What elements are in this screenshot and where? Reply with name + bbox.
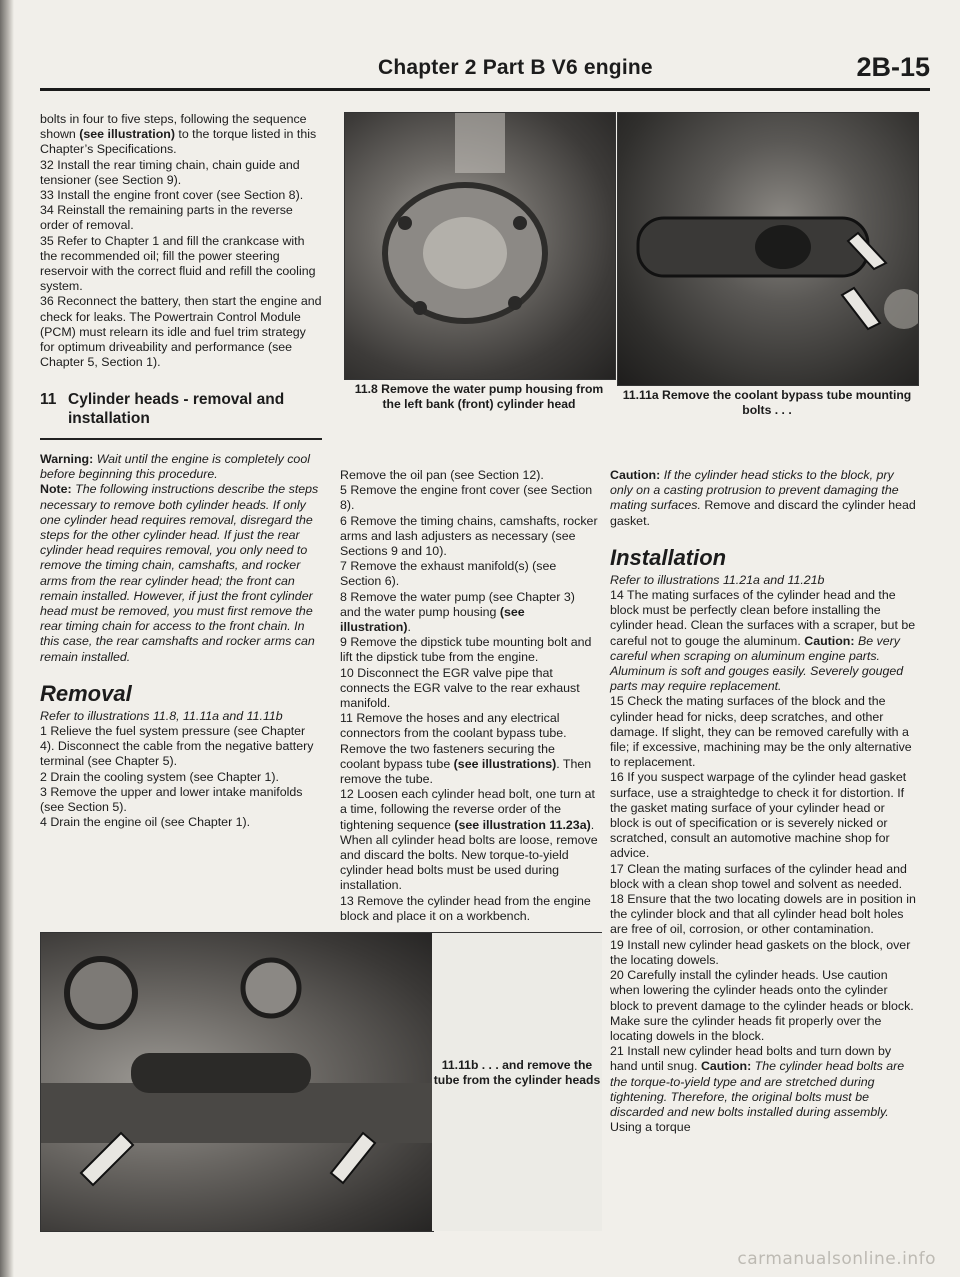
- step-text: Install the engine front cover (see Section 8).: [57, 188, 304, 203]
- step-paragraph: [40, 815, 322, 830]
- figure-caption-11-8: 11.8 Remove the water pump housing from the left bank (front) cylinder head: [354, 382, 604, 411]
- photo-b-art: [618, 113, 918, 385]
- note-label: Note:: [40, 482, 72, 497]
- removal-steps-continued: [340, 483, 598, 924]
- step-number: 4: [40, 815, 47, 830]
- intro-steps: [40, 112, 322, 370]
- page-binding-shadow: [0, 0, 14, 1277]
- step-14-text: The mating surfaces of the cylinder head and the block must be perfectly clean before installing the cylinder head. Clean the surfaces with a scraper, but be careful not to gouge the aluminum.: [610, 588, 916, 648]
- illustration-reference: (see illustration): [340, 604, 525, 635]
- step-paragraph: [610, 968, 916, 1044]
- step-14: [610, 588, 916, 694]
- step-21: [610, 1044, 916, 1135]
- step-number: 17: [610, 861, 624, 876]
- step-paragraph: [610, 770, 916, 861]
- step-21-text: Install new cylinder head bolts and turn down by hand until snug.: [610, 1044, 892, 1074]
- step-paragraph: [340, 590, 598, 636]
- step-paragraph: [40, 724, 322, 770]
- step-number: 20: [610, 968, 624, 983]
- step-number: 7: [340, 559, 347, 574]
- step-text: Remove the dipstick tube mounting bolt and lift the dipstick tube from the engine.: [340, 635, 592, 665]
- step-21-rest: Using a torque: [610, 1120, 691, 1135]
- figure-caption-11-11a: 11.11a Remove the coolant bypass tube mounting bolts . . .: [622, 388, 912, 417]
- removal-reference: Refer to illustrations 11.8, 11.11a and 11.11b: [40, 708, 283, 723]
- caution-rest: Remove and discard the cylinder head gasket.: [610, 498, 916, 528]
- step-text: Loosen each cylinder head bolt, one turn at a time, following the reverse order of the tightening sequence: [340, 787, 595, 832]
- step-text: Reconnect the battery, then start the engine and check for leaks. The Powertrain Control Module (PCM) must relearn its idle and fuel trim strategy for optimum driveability and performance (see Chapter 5, Section 1).: [40, 294, 322, 370]
- step-number: 18: [610, 892, 624, 907]
- step-number: 8: [340, 589, 347, 604]
- step-14-caution-label: Caution:: [804, 633, 855, 648]
- step-paragraph: [340, 514, 598, 560]
- step-paragraph: [610, 938, 916, 968]
- step-paragraph: [40, 203, 322, 233]
- step-21-caution-text: The cylinder head bolts are the torque-to-yield type and are stretched during tightening. Therefore, the original bolts must be discarded and new bolts installed during assembly.: [610, 1059, 905, 1119]
- step-number: 5: [340, 483, 347, 498]
- step-text-rest: . When all cylinder head bolts are loose, remove and discard the bolts. New torque-to-yield cylinder head bolts must be used during installation.: [340, 817, 598, 893]
- header-rule: [40, 88, 930, 91]
- page-header: [40, 52, 930, 92]
- step-text: Install new cylinder head gaskets on the block, over the locating dowels.: [610, 937, 911, 967]
- installation-steps: [610, 694, 916, 1044]
- step-paragraph: [340, 666, 598, 712]
- illustration-reference: (see illustrations): [453, 756, 557, 771]
- step-text: Remove the water pump (see Chapter 3) and the water pump housing: [340, 589, 575, 619]
- cylinder-head-tube-photo: [40, 932, 434, 1232]
- warning-paragraph: [40, 452, 322, 482]
- step-text: Check the mating surfaces of the block and the cylinder head for nicks, deep scratches, and other damage. If slight, they can be removed carefully with a file; if excessive, machining may be the only alternative to replacement.: [610, 694, 912, 770]
- step-number: 9: [340, 635, 347, 650]
- step-paragraph: [340, 635, 598, 665]
- section-rule: [40, 438, 322, 440]
- step-text: Remove the cylinder head from the engine block and place it on a workbench.: [340, 893, 591, 923]
- note-text: The following instructions describe the steps necessary to remove both cylinder heads. If only one cylinder head requires removal, disregard the steps for the other cylinder head. If just the rear cylinder head requires removal, you only need to remove the timing chain, camshafts, and rocker arms from the rear cylinder head; the front can remain installed. However, if just the front cylinder head must be removed, you must first remove the rear timing chain for access to the front chain. In this case, the rear camshafts and rocker arms can remain installed.: [40, 482, 319, 664]
- watermark: carmanualsonline.info: [737, 1249, 936, 1269]
- step-number: 13: [340, 893, 354, 908]
- step-paragraph: [40, 785, 322, 815]
- photo-c-art: [41, 933, 433, 1231]
- step-number: 3: [40, 784, 47, 799]
- illustration-reference: (see illustration 11.23a): [454, 817, 591, 832]
- step-text-rest: to the torque listed in this Chapter’s Specifications.: [40, 127, 317, 157]
- step-text: Remove the engine front cover (see Section 8).: [340, 483, 593, 513]
- step-text: Refer to Chapter 1 and fill the crankcase with the recommended oil; fill the power steering reservoir with the correct fluid and refill the cooling system.: [40, 233, 316, 294]
- step-paragraph: [340, 483, 598, 513]
- step-21-caution-label: Caution:: [700, 1059, 752, 1074]
- step-number: 35: [40, 233, 54, 248]
- page-number: 2B-15: [856, 52, 930, 82]
- step-number: 34: [40, 203, 54, 218]
- step-number: 2: [40, 769, 47, 784]
- chapter-title: Chapter 2 Part B V6 engine: [378, 56, 653, 79]
- step-number: 11: [340, 711, 353, 726]
- section-title: Cylinder heads - removal and installation: [68, 391, 285, 428]
- step-number: 16: [610, 770, 624, 785]
- warning-text: Wait until the engine is completely cool before beginning this procedure.: [40, 451, 310, 482]
- step-paragraph: [340, 894, 598, 924]
- caution-paragraph: [610, 468, 916, 529]
- step-number: 14: [610, 588, 624, 603]
- step-text: Carefully install the cylinder heads. Use caution when lowering the cylinder heads onto the cylinder block to prevent damage to the cylinder heads or block. Make sure the cylinder heads fit properly over the locating dowels in the block.: [610, 968, 914, 1043]
- step-text: Clean the mating surfaces of the cylinder head and block with a clean shop towel and solvent as needed.: [610, 861, 907, 891]
- step-number: 10: [340, 665, 354, 680]
- step-14-caution-text: Be very careful when scraping on aluminum engine parts. Aluminum is soft and gouges easily. Severely gouged parts may require replacement.: [610, 633, 904, 694]
- step-paragraph: [40, 112, 322, 158]
- note-paragraph: [40, 482, 322, 664]
- illustration-reference: (see illustration): [79, 127, 175, 142]
- step-text: Install the rear timing chain, chain guide and tensioner (see Section 9).: [40, 157, 300, 187]
- warning-label: Warning:: [40, 451, 94, 466]
- caution-label: Caution:: [610, 468, 661, 482]
- step-paragraph: [40, 294, 322, 370]
- step-number: 15: [610, 694, 624, 709]
- water-pump-housing-photo: [344, 112, 616, 380]
- removal-heading: Removal: [40, 680, 132, 706]
- step-paragraph: [40, 158, 322, 188]
- step-text: Relieve the fuel system pressure (see Chapter 4). Disconnect the cable from the negative battery terminal (see Chapter 5).: [40, 724, 314, 769]
- step-text-rest: . Then remove the tube.: [340, 756, 592, 787]
- installation-reference: Refer to illustrations 11.21a and 11.21b: [610, 572, 825, 587]
- step-text: Disconnect the EGR valve pipe that connects the EGR valve to the rear exhaust manifold.: [340, 665, 580, 711]
- step-text: Ensure that the two locating dowels are in position in the cylinder block and that all cylinder head bolt holes are free of oil, corrosion, or other contamination.: [610, 892, 916, 937]
- step-paragraph: [40, 188, 322, 203]
- step-text: bolts in four to five steps, following the sequence shown: [40, 112, 307, 142]
- step-text: Remove the exhaust manifold(s) (see Section 6).: [340, 559, 557, 589]
- step-number: 33: [40, 188, 54, 203]
- figure-caption-11-11b: 11.11b . . . and remove the tube from the cylinder heads: [433, 1058, 601, 1087]
- step-number: 1: [40, 724, 47, 738]
- step-paragraph: [340, 559, 598, 589]
- step-paragraph: [610, 694, 916, 770]
- step-paragraph: [340, 787, 598, 893]
- removal-steps: [40, 724, 322, 830]
- step-text-rest: .: [407, 620, 411, 635]
- step-text: Drain the cooling system (see Chapter 1).: [50, 769, 279, 784]
- step-text: Reinstall the remaining parts in the reverse order of removal.: [40, 203, 293, 233]
- step-number: 6: [340, 513, 347, 528]
- step-text: Drain the engine oil (see Chapter 1).: [50, 815, 251, 830]
- column-1: [40, 112, 322, 830]
- section-number: 11: [40, 391, 57, 409]
- installation-heading: Installation: [610, 544, 727, 570]
- photo-a-art: [345, 113, 615, 379]
- col2-lead: Remove the oil pan (see Section 12).: [340, 468, 544, 482]
- step-21-number: 21: [610, 1044, 624, 1059]
- step-text: Remove the upper and lower intake manifolds (see Section 5).: [40, 784, 303, 815]
- step-paragraph: [40, 234, 322, 295]
- coolant-bypass-tube-photo: [617, 112, 919, 386]
- step-paragraph: [610, 892, 916, 938]
- step-paragraph: [40, 770, 322, 785]
- step-text: Remove the hoses and any electrical connectors from the coolant bypass tube. Remove the two fasteners securing the coolant bypass tube: [340, 711, 567, 771]
- step-number: 32: [40, 157, 54, 172]
- step-number: 12: [340, 787, 354, 802]
- step-number: 19: [610, 937, 624, 952]
- column-3: [610, 468, 916, 1135]
- step-number: 36: [40, 294, 54, 309]
- step-text: Remove the timing chains, camshafts, rocker arms and lash adjusters as necessary (see Sections 9 and 10).: [340, 513, 598, 559]
- section-heading: [40, 390, 322, 428]
- step-paragraph: [340, 711, 598, 787]
- step-text: If you suspect warpage of the cylinder head gasket surface, use a straightedge to check it for distortion. If the gasket mating surface of your cylinder head or block is out of specification or is severely nicked or scratched, consult an automotive machine shop for advice.: [610, 770, 907, 861]
- column-2: [340, 468, 598, 924]
- step-paragraph: [610, 862, 916, 892]
- caution-text: If the cylinder head sticks to the block, pry only on a casting protrusion to prevent damaging the mating surfaces.: [610, 468, 899, 513]
